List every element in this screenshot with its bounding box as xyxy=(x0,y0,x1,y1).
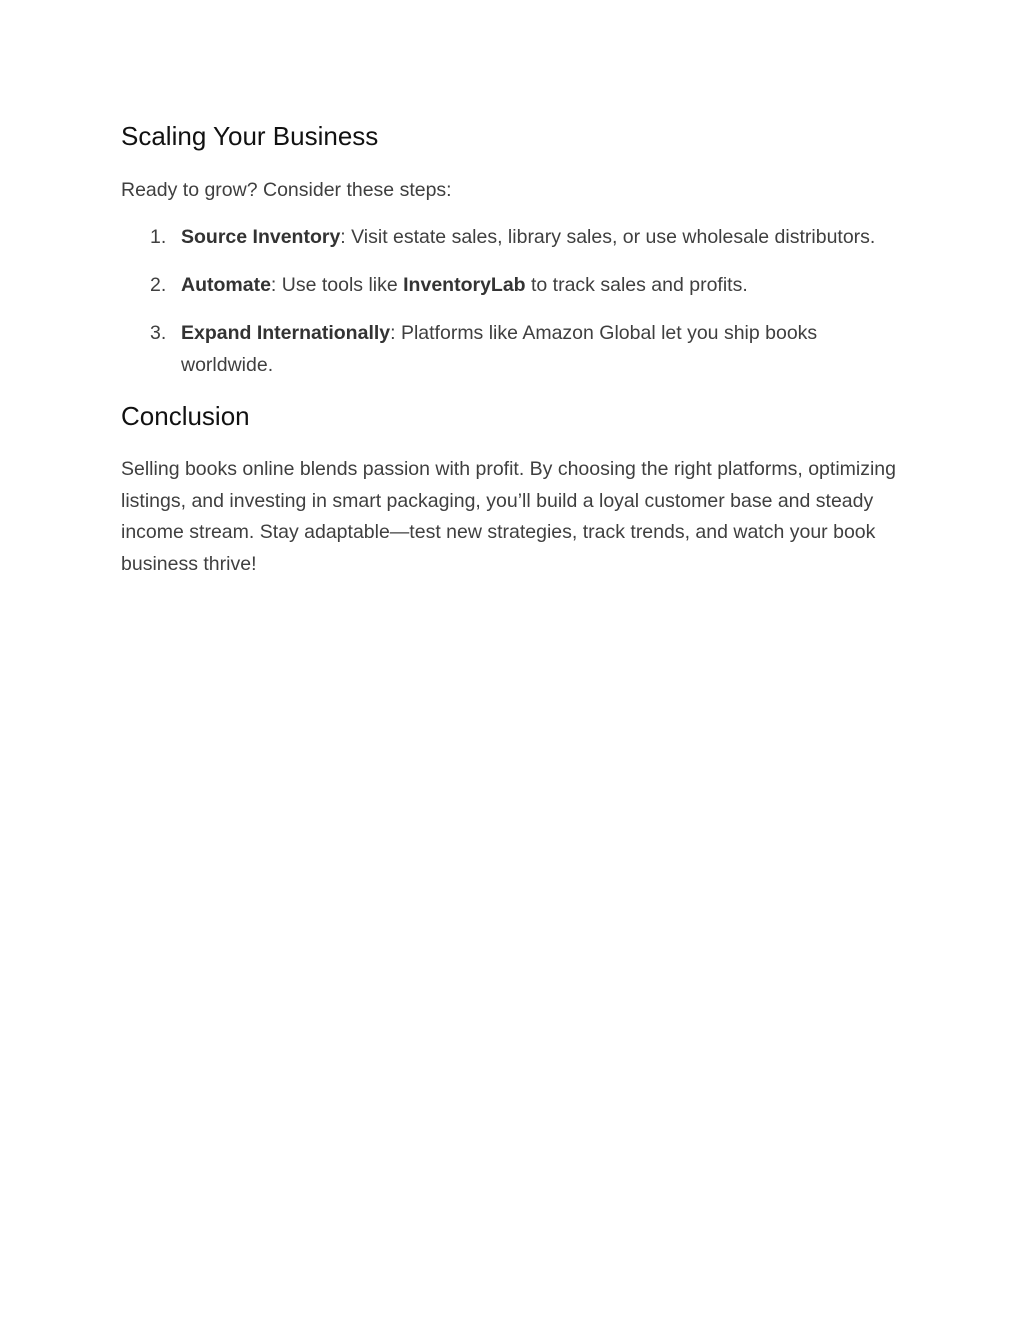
step-text: : Platforms like Amazon Global let you ship books worldwide. xyxy=(181,322,818,376)
list-item xyxy=(121,222,911,254)
conclusion-paragraph: Selling books online blends passion with profit. By choosing the right platforms, optimizing listings, and investing in smart packaging, you’ll build a loyal customer base and steady income stream. Stay adaptable—test new strategies, track trends, and watch your book business thrive! xyxy=(121,458,897,575)
tool-name: InventoryLab xyxy=(403,274,526,296)
step-text: to track sales and profits. xyxy=(525,274,748,296)
steps-list xyxy=(121,222,911,398)
step-text: : Visit estate sales, library sales, or use wholesale distributors. xyxy=(340,226,876,248)
section-heading-scaling: Scaling Your Business xyxy=(121,121,379,151)
list-item xyxy=(121,270,911,302)
step-title: Automate xyxy=(181,274,271,296)
section-heading-conclusion: Conclusion xyxy=(121,401,250,431)
list-item xyxy=(121,318,911,381)
list-number: 2. xyxy=(150,274,167,296)
step-title: Expand Internationally xyxy=(181,322,391,344)
step-title: Source Inventory xyxy=(181,226,341,248)
list-number: 3. xyxy=(150,322,167,344)
list-number: 1. xyxy=(150,226,167,248)
scaling-intro: Ready to grow? Consider these steps: xyxy=(121,179,452,201)
step-text: : Use tools like xyxy=(270,274,404,296)
